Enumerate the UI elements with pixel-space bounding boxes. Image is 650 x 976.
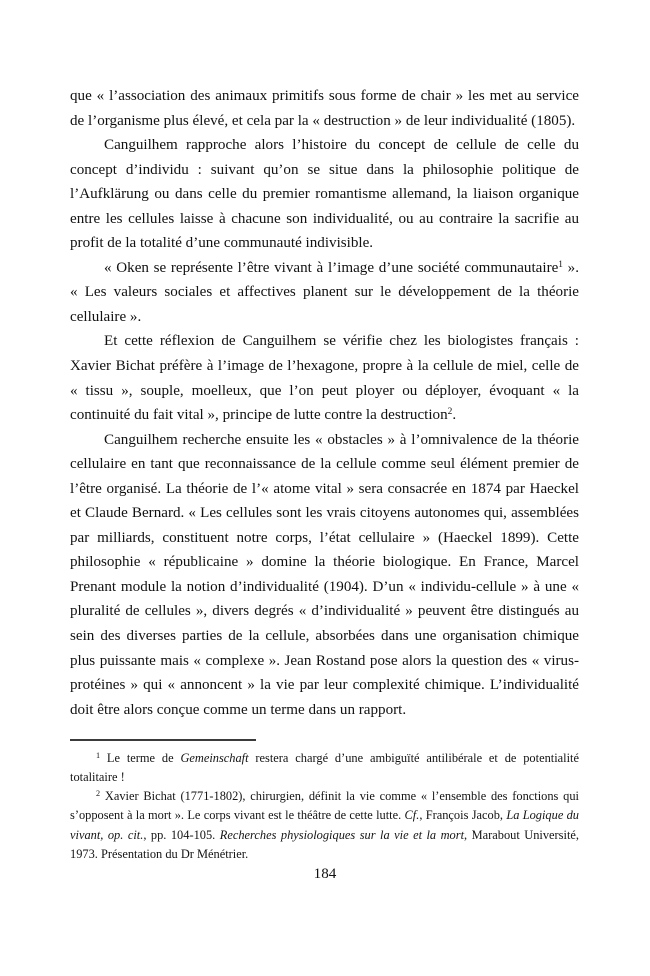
italic-title: La Logique du vivant, op. cit. [70,808,580,842]
footnote-separator-rule [70,739,256,741]
italic-title: Recherches physiologiques sur la vie et la mort [219,827,465,842]
page-body-text-block [70,84,579,722]
italic-title: Cf. [404,808,420,823]
footnote-list [70,749,579,865]
page-number: 184 [313,866,337,882]
body-paragraph: « Oken se représente l’être vivant à l’image d’une société communautaire$^1$ ». « Les valeurs sociales et affectives planent sur le développement de la théorie cellulaire ». [70,259,579,325]
footnote-number: 1 [96,750,101,760]
body-paragraph: Canguilhem recherche ensuite les « obstacles » à l’omnivalence de la théorie cellulaire en tant que reconnaissance de la cellule comme seul élément premier de l’être organisé. La théorie de l’« atome vital » sera consacrée en 1874 par Haeckel et Claude Bernard. « Les cellules sont les vrais citoyens autonomes qui, assemblées par milliards, constituent notre corps, l’état cellulaire » (Haeckel 1899). Cette philosophie « républicaine » domine la théorie biologique. En France, Marcel Prenant module la notion d’individualité (1904). D’un « individu-cellule » à une « pluralité de cellules », divers degrés « d’individualité » peuvent être distingués au sein des diverses parties de la cellule, absorbées dans une organisation chimique plus puissante mais « complexe ». Jean Rostand pose alors la question des « virus-protéines » qui « annoncent » la vie par leur complexité chimique. L’individualité doit être alors conçue comme un terme dans un rapport. [70,431,579,718]
body-text [70,84,579,722]
footnote-entry: $^1$ Le terme de Gemeinschaft restera chargé d’une ambiguïté antilibérale et de potentialité totalitaire ! [70,750,579,784]
footnotes-section [70,739,579,864]
body-paragraph: Et cette réflexion de Canguilhem se vérifie chez les biologistes français : Xavier Bichat préfère à l’image de l’hexagone, propre à la cellule de miel, celle de « tissu », souple, moelleux, que l’on peut ployer ou déployer, évoquant « la continuité du fait vital », principe de lutte contre la destruction$^2$. [70,333,579,424]
body-paragraph: que « l’association des animaux primitifs sous forme de chair » les met au service de l’organisme plus élevé, et cela par la « destruction » de leur individualité (1805). [70,88,579,129]
italic-title: Gemeinschaft [180,750,249,765]
footnote-number: 2 [96,789,101,799]
footnote-reference-marker: 1 [558,259,563,270]
body-paragraph: Canguilhem rapproche alors l’histoire du concept de cellule de celle du concept d’individu : suivant qu’on se situe dans la philosophie politique de l’Aufklärung ou dans celle du premier romantisme allemand, la liaison organique entre les cellules laisse à chacune son individualité, ou au contraire la sacrifie au profit de la totalité d’une communauté indivisible. [70,137,579,252]
footnote-entry: $^2$ Xavier Bichat (1771-1802), chirurgien, définit la vie comme « l’ensemble des fonctions qui s’opposent à la mort ». Le corps vivant est le théâtre de cette lutte. Cf., François Jacob, La Logique du vivant, op. cit., pp. 104-105. Recherches physiologiques sur la vie et la mort, Marabout Université, 1973. Présentation du Dr Ménétrier. [70,789,580,862]
footnote-reference-marker: 2 [447,407,453,418]
